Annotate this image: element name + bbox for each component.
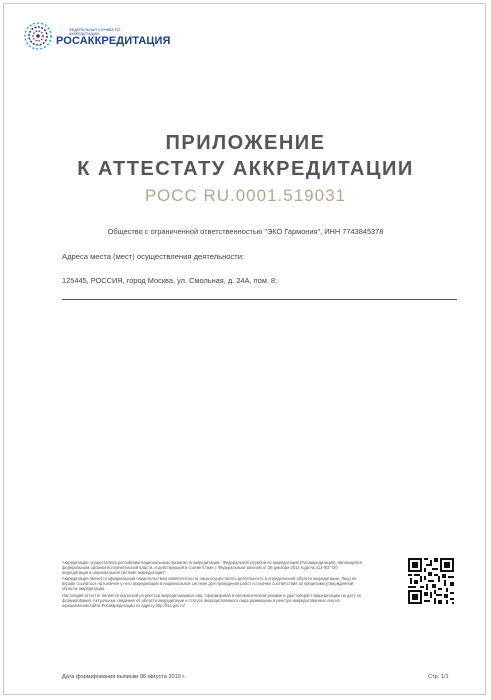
legal-notes bbox=[62, 560, 362, 609]
organization-name: Общество с ограниченной ответственностью "ЭКО Гармония", ИНН 7743845378 bbox=[107, 227, 384, 236]
logo-brand-rest: АККРЕДИТАЦИЯ bbox=[79, 35, 171, 47]
rosaccreditation-logo bbox=[22, 20, 171, 60]
page-number: Стр. 1/1 bbox=[428, 674, 449, 680]
registration-number: РОСС RU.0001.519031 bbox=[144, 186, 346, 205]
legal-note: Аккредитация осуществлена российским национальным органом по аккредитации - Федеральной службой по аккредитации (Росаккредитация), являющейся федеральным органом исполнительной власти, и действующей в соответствии с Федеральным законом от 28 декабря 2013 года № 412-ФЗ "Об аккредитации в национальной системе аккредитации" bbox=[62, 560, 362, 576]
legal-note: Аккредитация является официальным свидетельством компетентности лица осуществлять деятельность в определенной области аккредитации. Лицо не вправе ссылаться на наличие у него аккредитации в национальной системе для проведения работ по оценке соответствия за пределами утвержденной области аккредитации bbox=[62, 576, 357, 592]
qr-code-icon bbox=[408, 558, 454, 604]
logo-brand-prefix: РОС bbox=[56, 35, 80, 47]
title-line-1: ПРИЛОЖЕНИЕ bbox=[165, 132, 326, 154]
address-value: 125445, РОССИЯ, город Москва, ул. Смольная, д. 24А, пом. 8; bbox=[62, 276, 278, 285]
legal-note: Настоящий аттестат является выпиской из реестра аккредитованных лиц, сформирован в автоматическом режиме и удостоверяет аккредитацию на дату ее формирования. Актуальные сведения об области аккредитации и статусе аккредитованного лица размещены в реестре аккредитованных лиц на официальном сайте Росаккредитации по адресу http://fsa.gov.ru/ bbox=[62, 592, 362, 608]
logo-brand-text bbox=[56, 35, 171, 47]
address-label: Адреса места (мест) осуществления деятельности: bbox=[62, 252, 245, 261]
logo-small-text: ФЕДЕРАЛЬНАЯ СЛУЖБА ПО АККРЕДИТАЦИИ bbox=[69, 28, 121, 36]
title-line-2: К АТТЕСТАТУ АККРЕДИТАЦИИ bbox=[77, 158, 414, 180]
issue-date: Дата формирования выписки 06 августа 2019 г. bbox=[62, 674, 186, 680]
logo-emblem-icon bbox=[22, 20, 54, 52]
divider-line bbox=[62, 299, 457, 300]
